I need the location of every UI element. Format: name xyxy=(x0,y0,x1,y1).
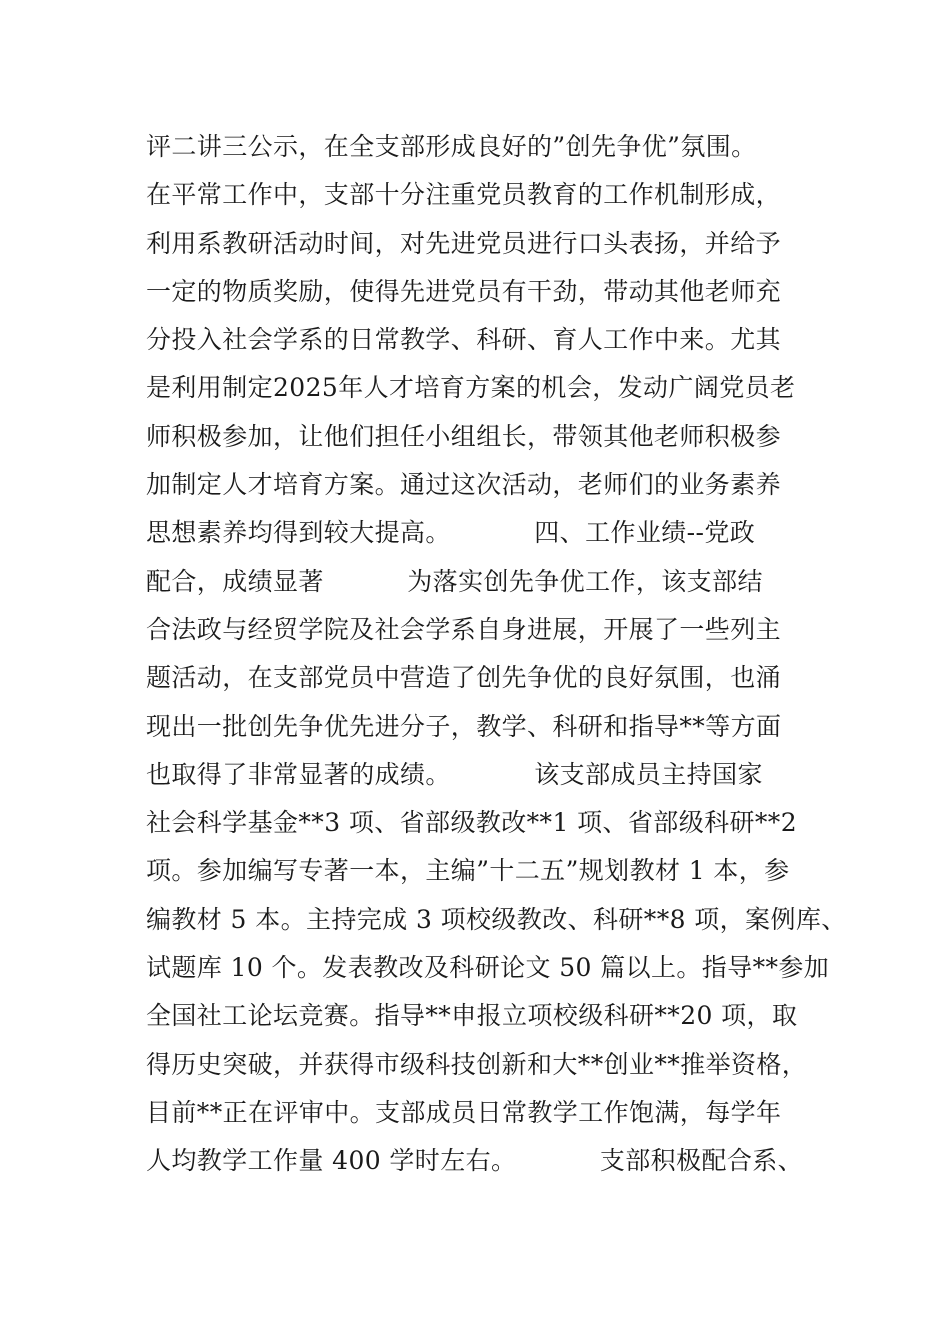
text-line: 师积极参加，让他们担任小组组长，带领其他老师积极参 xyxy=(146,421,782,451)
text-line: 试题库 10 个。发表教改及科研论文 50 篇以上。指导**参加 xyxy=(146,953,830,983)
text-line: 全国社工论坛竞赛。指导**申报立项校级科研**20 项，取 xyxy=(146,1001,798,1031)
text-line: 利用系教研活动时间，对先进党员进行口头表扬，并给予 xyxy=(146,228,782,258)
text-line: 题活动，在支部党员中营造了创先争优的良好氛围，也涌 xyxy=(146,663,782,693)
text-line: 配合，成绩显著 为落实创先争优工作，该支部结 xyxy=(146,566,763,596)
text-line: 是利用制定2025年人才培育方案的机会，发动广阔党员老 xyxy=(146,373,796,403)
text-line: 现出一批创先争优先进分子，教学、科研和指导**等方面 xyxy=(146,711,782,741)
text-line: 思想素养均得到较大提高。 四、工作业绩--党政 xyxy=(146,518,756,548)
text-line: 得历史突破，并获得市级科技创新和大**创业**推举资格， xyxy=(146,1049,808,1079)
text-line: 一定的物质奖励，使得先进党员有干劲，带动其他老师充 xyxy=(146,276,782,306)
body-text xyxy=(146,128,847,1191)
text-line: 也取得了非常显著的成绩。 该支部成员主持国家 xyxy=(146,759,763,789)
text-line: 评二讲三公示，在全支部形成良好的”创先争优”氛围。 xyxy=(146,132,757,161)
text-line: 人均教学工作量 400 学时左右。 支部积极配合系、 xyxy=(146,1146,804,1176)
text-line: 在平常工作中，支部十分注重党员教育的工作机制形成， xyxy=(146,180,782,210)
text-line: 分投入社会学系的日常教学、科研、育人工作中来。尤其 xyxy=(146,325,782,355)
text-line: 社会科学基金**3 项、省部级教改**1 项、省部级科研**2 xyxy=(146,808,798,838)
text-line: 编教材 5 本。主持完成 3 项校级教改、科研**8 项，案例库、 xyxy=(146,904,847,934)
text-line: 项。参加编写专著一本，主编”十二五”规划教材 1 本，参 xyxy=(146,856,790,886)
text-line: 目前**正在评审中。支部成员日常教学工作饱满，每学年 xyxy=(146,1097,782,1127)
text-line: 合法政与经贸学院及社会学系自身进展，开展了一些列主 xyxy=(146,614,782,644)
text-line: 加制定人才培育方案。通过这次活动，老师们的业务素养 xyxy=(146,470,782,500)
